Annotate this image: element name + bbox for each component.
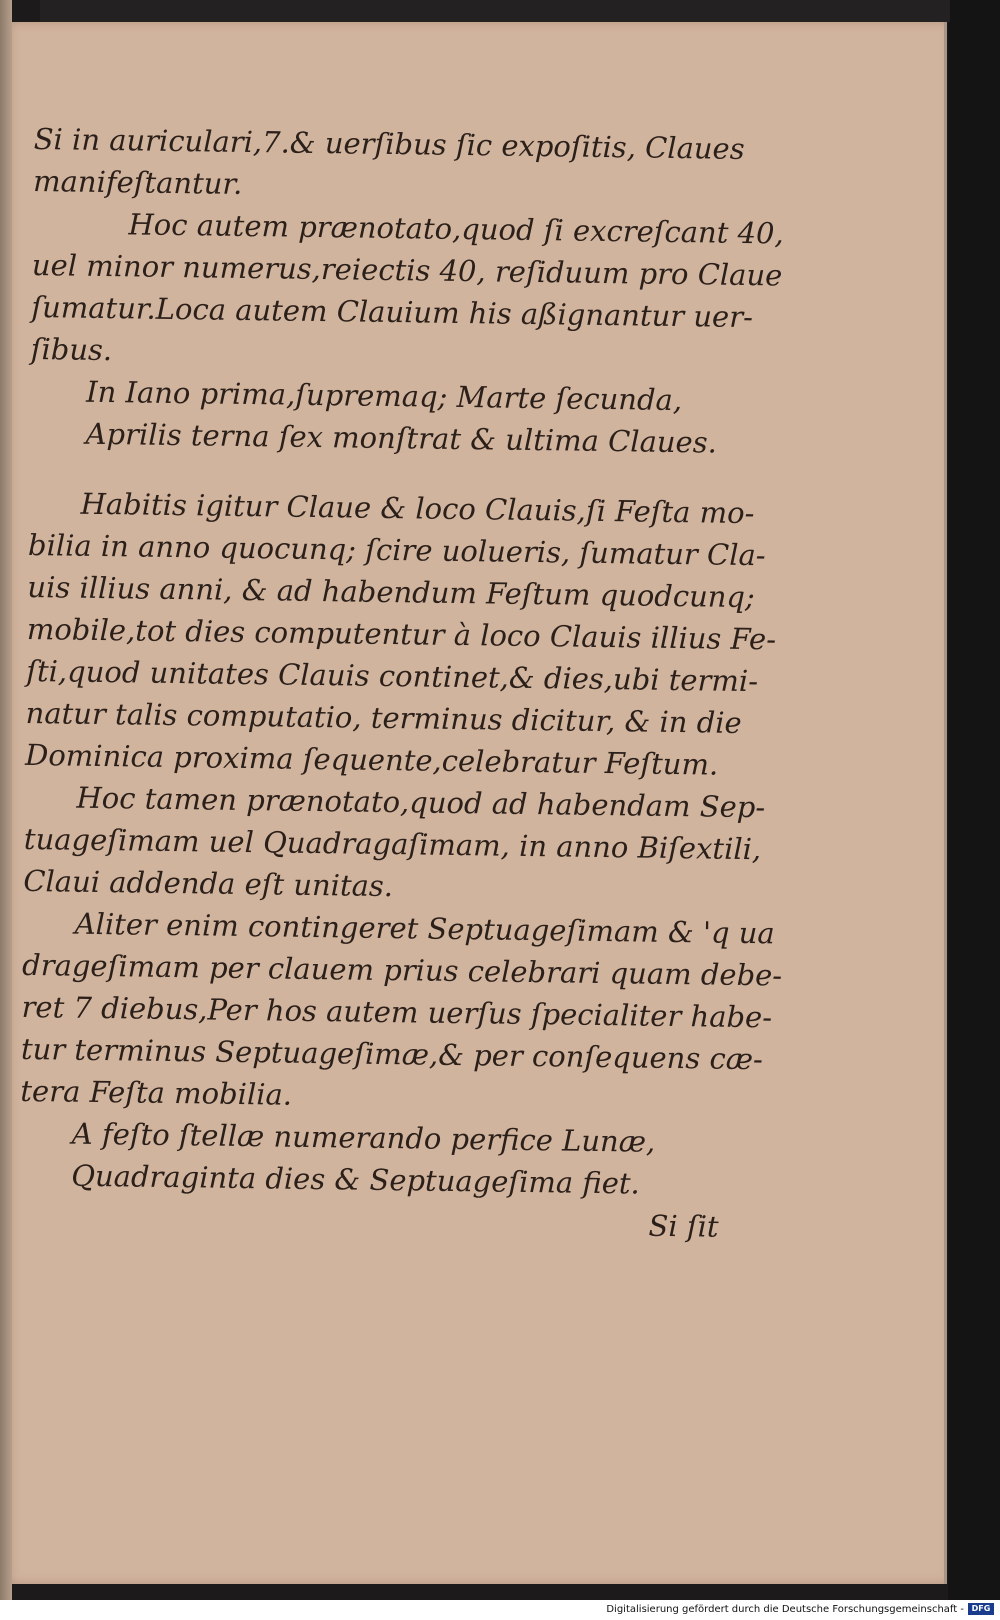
text-line: tera Feſta mobilia. (20, 1073, 293, 1112)
credit-text: Digitalisierung gefördert durch die Deutsche Forschungsgemeinschaft - (606, 1604, 964, 1615)
text-line: Habitis igitur Claue & loco Clauis,ſi Feſta mo- (80, 486, 755, 531)
text-line: manifeſtantur. (32, 163, 243, 201)
page-gutter (0, 0, 12, 1600)
text-line: Claui addenda eſt unitas. (23, 863, 394, 904)
scan-right-margin (948, 0, 1000, 1600)
text-line: Dominica proxima ſequente,celebratur Feſtum. (24, 737, 719, 782)
text-line: drageſimam per clauem prius celebrari quam debe- (21, 947, 783, 993)
text-line: ret 7 diebus,Per hos autem uerſus ſpecialiter habe- (21, 989, 773, 1035)
page-text (18, 118, 784, 1248)
text-line: bilia in anno quocunq; ſcire uolueris, ſumatur Cla- (27, 527, 766, 573)
verse-line: A feſto ſtellæ numerando perfice Lunæ, (71, 1116, 656, 1159)
dfg-logo-icon: DFG (968, 1603, 994, 1615)
text-line: ſti,quod unitates Clauis continet,& dies,ubi termi- (26, 653, 759, 699)
text-line: tuageſimam uel Quadragaſimam, in anno Biſextili, (23, 821, 762, 867)
text-line: mobile,tot dies computentur à loco Clauis illius Fe- (26, 611, 777, 657)
text-line: uis illius anni, & ad habendum Feſtum quodcunq; (27, 569, 756, 615)
verse-line: Aprilis terna ſex monſtrat & ultima Claues. (85, 416, 718, 460)
text-line: Hoc tamen prænotato,quod ad habendam Sep- (76, 780, 766, 825)
text-line: natur talis computatio, terminus dicitur, & in die (25, 695, 742, 740)
catchword: Si ſit (648, 1208, 719, 1244)
verse-line: Quadraginta dies & Septuageſima fiet. (70, 1158, 641, 1201)
verse-line: In Iano prima,ſupremaq; Marte ſecunda, (85, 374, 683, 418)
text-line: Si in auriculari,7.& uerſibus ſic expoſitis, Claues (33, 121, 745, 166)
text-line: ſibus. (30, 331, 113, 368)
text-line: Hoc autem prænotato,quod ſi excreſcant 40, (128, 207, 784, 251)
text-line: tur terminus Septuageſimæ,& per conſequens cæ- (20, 1031, 764, 1077)
text-line: ſumatur.Loca autem Clauium his aßignantur uer- (31, 289, 754, 335)
scan-top-edge (40, 0, 950, 22)
text-line: Aliter enim contingeret Septuageſimam & 'q ua (74, 906, 775, 951)
digitization-credit (0, 1600, 1000, 1620)
text-line: uel minor numerus,reiectis 40, reſiduum pro Claue (31, 247, 783, 293)
